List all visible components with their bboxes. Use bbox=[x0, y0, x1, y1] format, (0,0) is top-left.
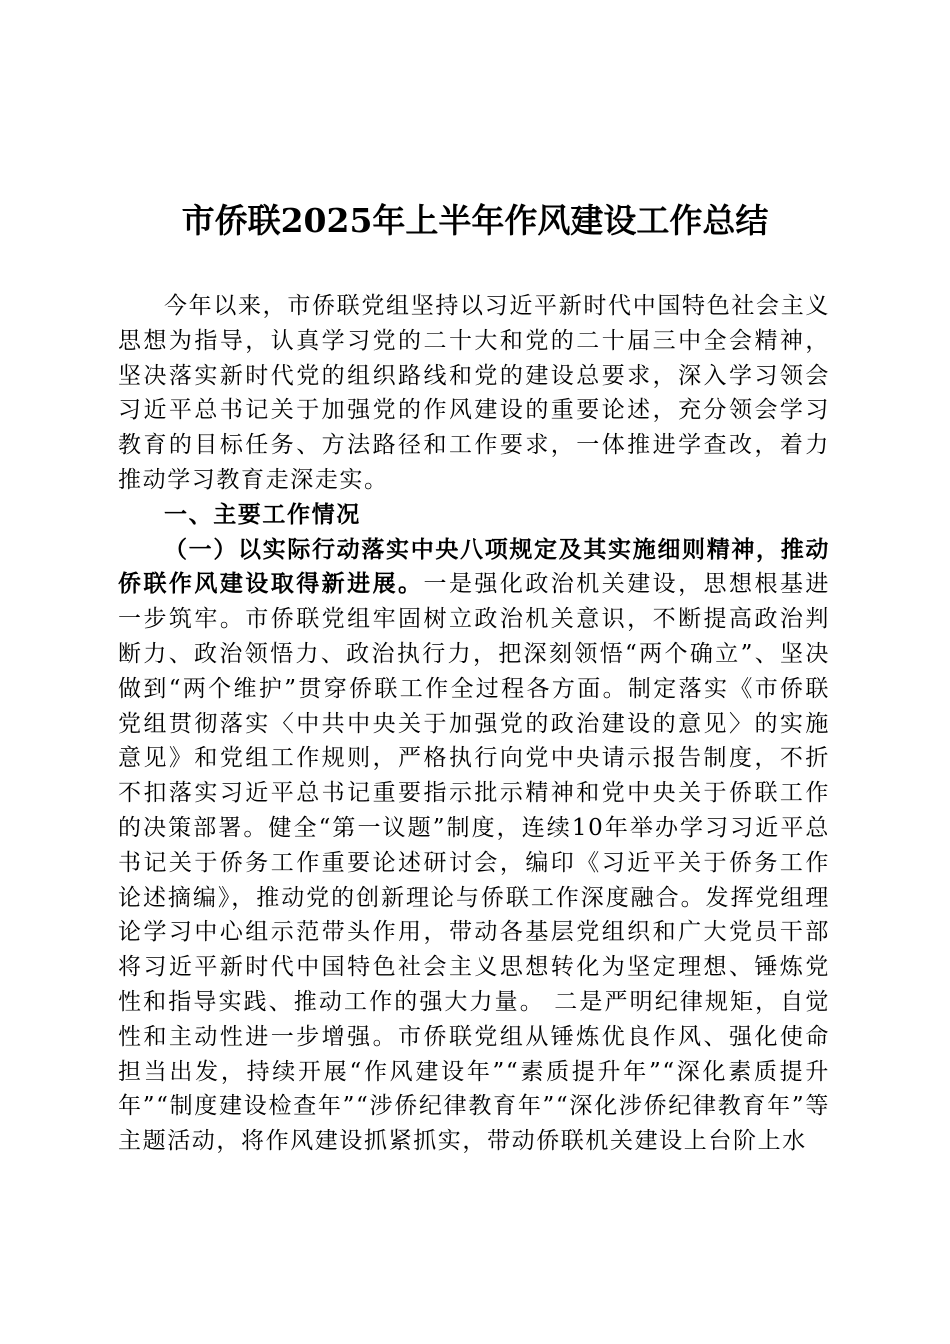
section-paragraph bbox=[118, 533, 830, 1159]
paragraph-body: 一是强化政治机关建设，思想根基进一步筑牢。市侨联党组牢固树立政治机关意识，不断提高政治判断力、政治领悟力、政治执行力，把深刻领悟“两个确立”、坚决做到“两个维护”贯穿侨联工作全过程各方面。制定落实《市侨联党组贯彻落实〈中共中央关于加强党的政治建设的意见〉的实施意见》和党组工作规则，严格执行向党中央请示报告制度，不折不扣落实习近平总书记重要指示批示精神和党中央关于侨联工作的决策部署。健全“第一议题”制度，连续10年举办学习习近平总书记关于侨务工作重要论述研讨会，编印《习近平关于侨务工作论述摘编》，推动党的创新理论与侨联工作深度融合。发挥党组理论学习中心组示范带头作用，带动各基层党组织和广大党员干部将习近平新时代中国特色社会主义思想转化为坚定理想、锤炼党性和指导实践、推动工作的强大力量。 二是严明纪律规矩，自觉性和主动性进一步增强。市侨联党组从锤炼优良作风、强化使命担当出发，持续开展“作风建设年”“素质提升年”“深化素质提升年”“制度建设检查年”“涉侨纪律教育年”“深化涉侨纪律教育年”等主题活动，将作风建设抓紧抓实，带动侨联机关建设上台阶上水 bbox=[118, 571, 830, 1155]
paragraph-lead: （一）以实际行动落实中央八项规定及其实施细则精神，推动侨联作风建设取得新进展。 bbox=[118, 535, 830, 598]
document-title: 市侨联2025年上半年作风建设工作总结 bbox=[181, 201, 769, 240]
document-body bbox=[118, 289, 830, 1159]
intro-paragraph: 今年以来，市侨联党组坚持以习近平新时代中国特色社会主义思想为指导，认真学习党的二十大和党的二十届三中全会精神，坚决落实新时代党的组织路线和党的建设总要求，深入学习领会习近平总书记关于加强党的作风建设的重要论述，充分领会学习教育的目标任务、方法路径和工作要求，一体推进学查改，着力推动学习教育走深走实。 bbox=[118, 293, 830, 493]
section-heading: 一、主要工作情况 bbox=[164, 500, 361, 528]
